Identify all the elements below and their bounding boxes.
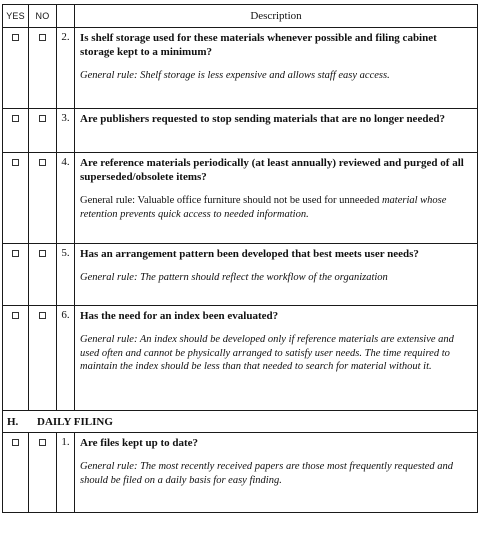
general-rule: General rule: Shelf storage is less expensive and allows staff easy access. xyxy=(80,70,390,81)
section-header-row xyxy=(3,411,478,433)
yes-checkbox[interactable] xyxy=(12,34,19,41)
no-checkbox[interactable] xyxy=(39,250,46,257)
checklist-table xyxy=(2,4,478,513)
no-checkbox[interactable] xyxy=(39,312,46,319)
no-checkbox[interactable] xyxy=(39,115,46,122)
no-checkbox[interactable] xyxy=(39,34,46,41)
no-checkbox[interactable] xyxy=(39,159,46,166)
checklist-row-5 xyxy=(3,244,478,306)
checklist-row-2 xyxy=(3,28,478,109)
yes-checkbox[interactable] xyxy=(12,159,19,166)
item-question: Has an arrangement pattern been developed that best meets user needs? xyxy=(80,248,419,260)
item-number: 3. xyxy=(57,109,75,153)
checklist-row-4 xyxy=(3,153,478,244)
item-number: 1. xyxy=(57,433,75,513)
item-question: Are publishers requested to stop sending materials that are no longer needed? xyxy=(80,113,445,125)
item-question: Has the need for an index been evaluated? xyxy=(80,310,279,322)
general-rule: General rule: The pattern should reflect the workflow of the organization xyxy=(80,272,388,283)
section-letter: H. xyxy=(7,416,19,428)
checklist-row-6 xyxy=(3,306,478,411)
item-question: Are files kept up to date? xyxy=(80,437,199,449)
general-rule: General rule: Valuable office furniture should not be used for unneeded material whose retention prevents quick access to needed information. xyxy=(80,195,447,220)
general-rule: General rule: An index should be developed only if reference materials are extensive and used often and cannot be physically arranged to satisfy user needs. The time required to maintain the index should be less than that needed to search for material without it. xyxy=(80,334,454,372)
item-number: 6. xyxy=(57,306,75,411)
item-number: 5. xyxy=(57,244,75,306)
table-header-row xyxy=(3,5,478,28)
item-question: Are reference materials periodically (at least annually) reviewed and purged of all superseded/obsolete items? xyxy=(80,157,464,183)
no-column-header: NO xyxy=(29,5,57,28)
item-question: Is shelf storage used for these materials whenever possible and filing cabinet storage kept to a minimum? xyxy=(80,32,437,58)
number-column-header xyxy=(57,5,75,28)
item-number: 2. xyxy=(57,28,75,109)
checklist-row-3 xyxy=(3,109,478,153)
section-title: DAILY FILING xyxy=(37,416,113,428)
yes-checkbox[interactable] xyxy=(12,115,19,122)
description-column-header: Description xyxy=(75,5,478,28)
no-checkbox[interactable] xyxy=(39,439,46,446)
yes-checkbox[interactable] xyxy=(12,439,19,446)
yes-column-header: YES xyxy=(3,5,29,28)
yes-checkbox[interactable] xyxy=(12,312,19,319)
general-rule: General rule: The most recently received papers are those most frequently requested and should be filed on a daily basis for easy finding. xyxy=(80,461,454,486)
yes-checkbox[interactable] xyxy=(12,250,19,257)
checklist-row-h1 xyxy=(3,433,478,513)
item-number: 4. xyxy=(57,153,75,244)
